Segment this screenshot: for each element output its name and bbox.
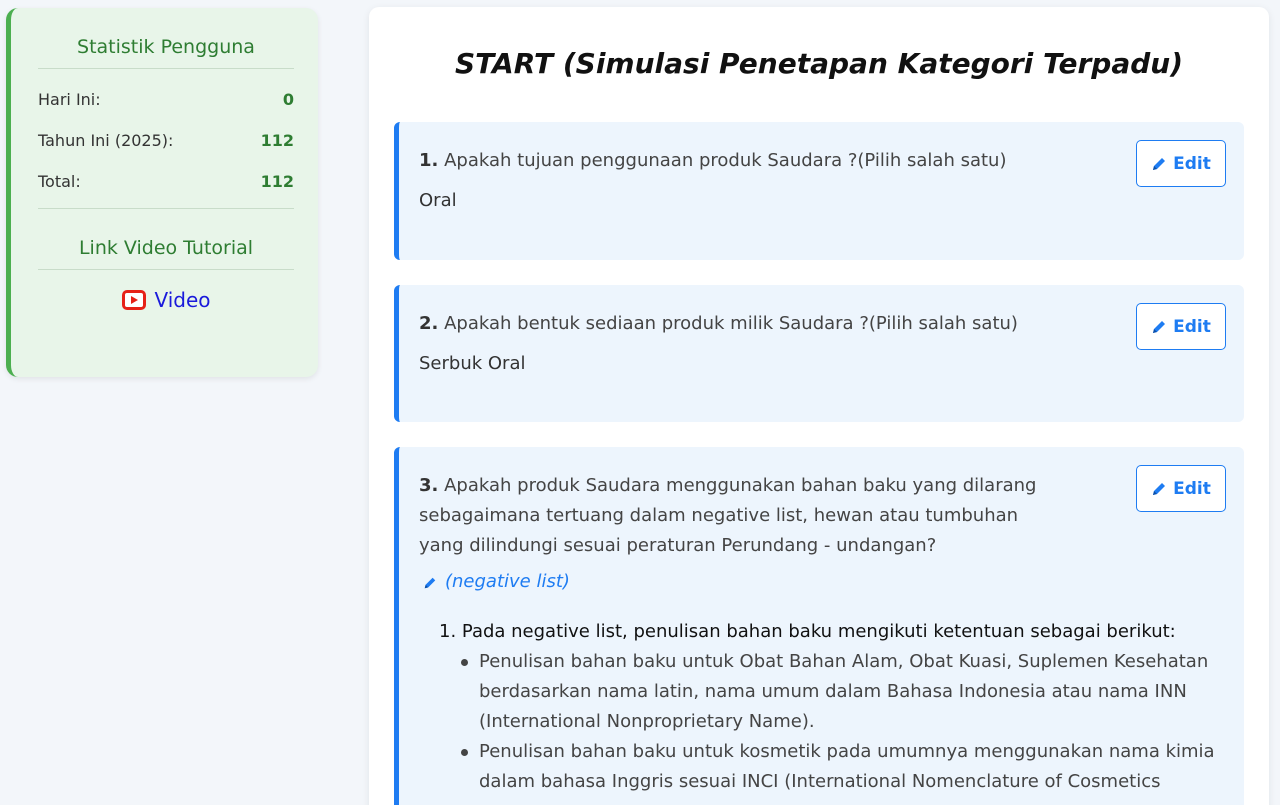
question-number: 3. bbox=[419, 475, 439, 496]
question-label: Apakah bentuk sediaan produk milik Saudara ?(Pilih salah satu) bbox=[444, 313, 1018, 334]
negative-list-link[interactable] bbox=[423, 571, 570, 592]
video-tutorial-title: Link Video Tutorial bbox=[38, 209, 294, 270]
edit-button-1[interactable] bbox=[1136, 140, 1226, 187]
stat-label: Tahun Ini (2025): bbox=[38, 131, 174, 150]
edit-button-label: Edit bbox=[1173, 478, 1211, 499]
list-item-heading: 1. Pada negative list, penulisan bahan baku mengikuti ketentuan sebagai berikut: bbox=[439, 621, 1176, 642]
pencil-icon bbox=[1151, 319, 1167, 335]
stat-value: 112 bbox=[260, 131, 294, 150]
pencil-icon bbox=[423, 574, 439, 590]
edit-button-label: Edit bbox=[1173, 316, 1211, 337]
question-text bbox=[419, 309, 1059, 339]
stats-title: Statistik Pengguna bbox=[38, 8, 294, 69]
question-label: Apakah produk Saudara menggunakan bahan baku yang dilarang sebagaimana tertuang dalam negative list, hewan atau tumbuhan yang dilindungi sesuai peraturan Perundang - undangan? bbox=[419, 475, 1037, 556]
negative-list-label: (negative list) bbox=[445, 571, 570, 592]
list-item: Penulisan bahan baku untuk Obat Bahan Alam, Obat Kuasi, Suplemen Kesehatan berdasarkan nama latin, nama umum dalam Bahasa Indonesia atau nama INN (International Nonproprietary Name). bbox=[459, 647, 1219, 737]
question-answer: Oral bbox=[419, 190, 457, 211]
stat-row-total bbox=[38, 161, 294, 202]
question-number: 1. bbox=[419, 150, 439, 171]
stat-value: 0 bbox=[282, 90, 294, 109]
list-item: Penulisan bahan baku untuk kosmetik pada umumnya menggunakan nama kimia dalam bahasa Inggris sesuai INCI (International Nomenclature of Cosmetics bbox=[459, 737, 1219, 797]
stats-list bbox=[38, 79, 294, 209]
question-card-2 bbox=[394, 285, 1244, 422]
stat-label: Total: bbox=[38, 172, 81, 191]
page-title: START (Simulasi Penetapan Kategori Terpadu) bbox=[454, 47, 1184, 80]
youtube-icon bbox=[121, 288, 147, 312]
negative-list-info bbox=[439, 617, 1219, 797]
question-number: 2. bbox=[419, 313, 439, 334]
main-panel bbox=[369, 7, 1269, 805]
stat-value: 112 bbox=[260, 172, 294, 191]
stat-row-today bbox=[38, 79, 294, 120]
question-card-1 bbox=[394, 122, 1244, 260]
question-text bbox=[419, 146, 1059, 176]
stat-label: Hari Ini: bbox=[38, 90, 101, 109]
edit-button-2[interactable] bbox=[1136, 303, 1226, 350]
video-link-label: Video bbox=[154, 288, 211, 312]
question-text bbox=[419, 471, 1059, 561]
video-tutorial-link[interactable] bbox=[38, 288, 294, 312]
stat-row-year bbox=[38, 120, 294, 161]
edit-button-label: Edit bbox=[1173, 153, 1211, 174]
question-label: Apakah tujuan penggunaan produk Saudara ?(Pilih salah satu) bbox=[444, 150, 1007, 171]
bullet-list bbox=[459, 647, 1219, 797]
edit-button-3[interactable] bbox=[1136, 465, 1226, 512]
pencil-icon bbox=[1151, 481, 1167, 497]
sidebar-stats-panel bbox=[6, 8, 318, 377]
question-answer: Serbuk Oral bbox=[419, 353, 526, 374]
question-card-3 bbox=[394, 447, 1244, 805]
pencil-icon bbox=[1151, 156, 1167, 172]
